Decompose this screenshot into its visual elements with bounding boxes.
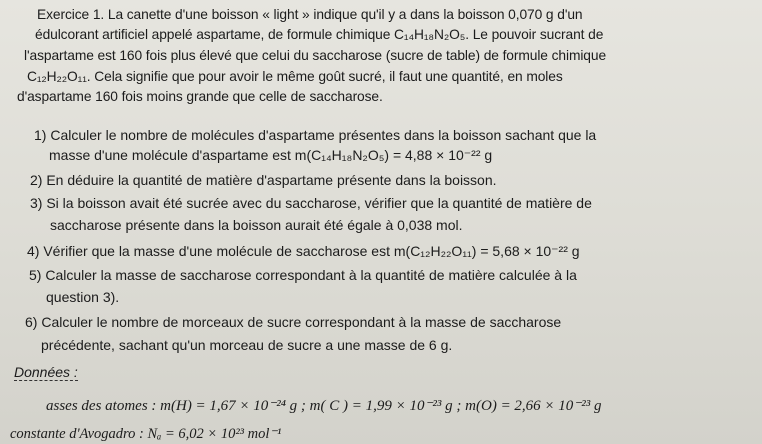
avogadro-constant: constante d'Avogadro : Nₐ = 6,02 × 10²³ mol⁻¹: [10, 426, 282, 442]
question-1-line-2: masse d'une molécule d'aspartame est m(C₁₄H₁₈N₂O₅) = 4,88 × 10⁻²² g: [49, 147, 493, 163]
data-title-text: Données :: [14, 364, 78, 380]
intro-line-3: l'aspartame est 160 fois plus élevé que celui du saccharose (sucre de table) de formule chimique: [24, 48, 607, 63]
intro-line-2: édulcorant artificiel appelé aspartame, de formule chimique C₁₄H₁₈N₂O₅. Le pouvoir sucrant de: [35, 27, 604, 42]
intro-line-4: C₁₂H₂₂O₁₁. Cela signifie que pour avoir le même goût sucré, il faut une quantité, en moles: [27, 69, 563, 84]
question-2: 2) En déduire la quantité de matière d'aspartame présente dans la boisson.: [30, 172, 497, 188]
atomic-masses: asses des atomes : m(H) = 1,67 × 10⁻²⁴ g ; m( C ) = 1,99 × 10⁻²³ g ; m(O) = 2,66 × 10⁻²³ g: [46, 398, 602, 414]
data-title: [14, 364, 78, 380]
question-4: 4) Vérifier que la masse d'une molécule de saccharose est m(C₁₂H₂₂O₁₁) = 5,68 × 10⁻²² g: [27, 243, 580, 259]
intro-line-1: Exercice 1. La canette d'une boisson « light » indique qu'il y a dans la boisson 0,070 g d'un: [37, 7, 583, 22]
question-3-line-2: saccharose présente dans la boisson aurait été égale à 0,038 mol.: [50, 217, 463, 233]
question-6-line-2: précédente, sachant qu'un morceau de sucre a une masse de 6 g.: [41, 337, 453, 353]
question-5-line-2: question 3).: [46, 289, 120, 305]
question-3-line-1: 3) Si la boisson avait été sucrée avec du saccharose, vérifier que la quantité de matière de: [30, 195, 592, 211]
question-6-line-1: 6) Calculer le nombre de morceaux de sucre correspondant à la masse de saccharose: [25, 314, 562, 330]
intro-line-5: d'aspartame 160 fois moins grande que celle de saccharose.: [17, 89, 383, 104]
question-5-line-1: 5) Calculer la masse de saccharose correspondant à la quantité de matière calculée à la: [29, 267, 577, 283]
question-1-line-1: 1) Calculer le nombre de molécules d'aspartame présentes dans la boisson sachant que la: [34, 127, 597, 143]
